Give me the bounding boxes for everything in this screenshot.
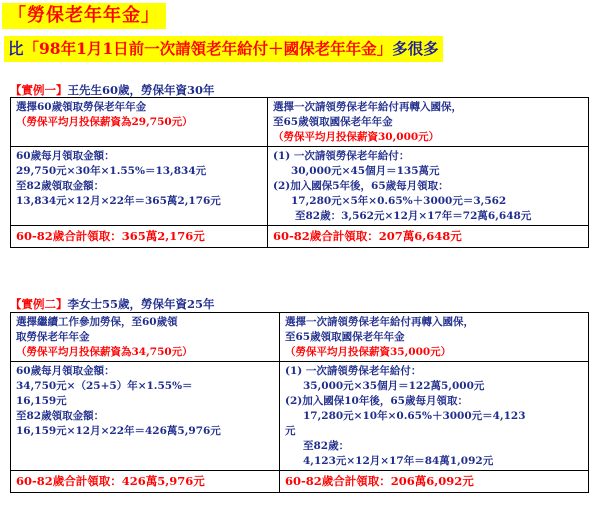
calc-line: 17,280元×10年×0.65%＋3000元＝4,123 bbox=[303, 410, 526, 422]
case-2-table bbox=[10, 312, 589, 493]
case-1-desc: 王先生60歲，勞保年資30年 bbox=[67, 83, 215, 97]
calc-line: (2)加入國保10年後，65歲每月領取： bbox=[285, 395, 468, 407]
case-1-right-body bbox=[268, 147, 589, 226]
calc-line: 29,750元×30年×1.55%＝13,834元 bbox=[16, 165, 207, 177]
calc-line: 至82歲領取金額： bbox=[16, 180, 105, 192]
calc-line: 16,159元×12月×22年＝426萬5,976元 bbox=[16, 425, 221, 437]
case-1-right-total: 60-82歲合計領取：207萬6,648元 bbox=[268, 226, 589, 248]
calc-line: 16,159元 bbox=[16, 395, 67, 407]
calc-line: (2)加入國保5年後，65歲每月領取： bbox=[273, 180, 449, 192]
calc-line: 13,834元×12月×22年＝365萬2,176元 bbox=[16, 195, 221, 207]
case-2-right-head-line: 選擇一次請領勞保老年給付再轉入國保， bbox=[285, 316, 474, 328]
calc-line: 至82歲： bbox=[303, 440, 350, 452]
case-1-right-note: （勞保平均月投保薪資30,000元） bbox=[273, 131, 440, 143]
calc-line: 60歲每月領取金額： bbox=[16, 365, 115, 377]
calc-line: 60歲每月領取金額： bbox=[16, 150, 115, 162]
table-row bbox=[11, 471, 589, 493]
case-1-label bbox=[10, 82, 215, 98]
case-1-right-header bbox=[268, 98, 589, 147]
case-2-left-note: （勞保平均月投保薪資為34,750元） bbox=[16, 346, 193, 358]
calc-line: (1) 一次請領勞保老年給付： bbox=[285, 365, 422, 377]
table-row bbox=[11, 147, 589, 226]
case-2-desc: 李女士55歲，勞保年資25年 bbox=[67, 297, 215, 311]
calc-line: 元 bbox=[285, 425, 296, 437]
table-row bbox=[11, 98, 589, 147]
case-2-label bbox=[10, 296, 215, 312]
case-2-right-body bbox=[280, 362, 589, 471]
case-2-left-total: 60-82歲合計領取：426萬5,976元 bbox=[11, 471, 280, 493]
table-row bbox=[11, 313, 589, 362]
calc-line: 34,750元×（25+5）年×1.55%＝ bbox=[16, 380, 193, 392]
case-1-right-head-line: 至65歲領取國保老年年金 bbox=[273, 116, 393, 128]
calc-line: 35,000元×35個月＝122萬5,000元 bbox=[303, 380, 485, 392]
calc-line: (1) 一次請領勞保老年給付： bbox=[273, 150, 410, 162]
case-1-left-total: 60-82歲合計領取：365萬2,176元 bbox=[11, 226, 268, 248]
case-2-left-head-line: 取勞保老年年金 bbox=[16, 331, 90, 343]
calc-line: 至82歲領取金額： bbox=[16, 410, 105, 422]
table-row bbox=[11, 362, 589, 471]
page-title: 「勞保老年年金」 bbox=[2, 3, 166, 29]
subtitle-prefix: 比 bbox=[8, 39, 24, 58]
case-2-tag: 【實例二】 bbox=[10, 297, 68, 311]
case-1-left-note: （勞保平均月投保薪資為29,750元） bbox=[16, 116, 193, 128]
case-1-tag: 【實例一】 bbox=[10, 83, 68, 97]
case-2-left-body bbox=[11, 362, 280, 471]
case-2-right-head-line: 至65歲領取國保老年年金 bbox=[285, 331, 405, 343]
calc-line: 30,000元×45個月＝135萬元 bbox=[291, 165, 440, 177]
calc-line: 至82歲：3,562元×12月×17年＝72萬6,648元 bbox=[295, 210, 532, 222]
case-2-right-header bbox=[280, 313, 589, 362]
case-1-left-head-line: 選擇60歲領取勞保老年年金 bbox=[16, 101, 147, 113]
calc-line: 4,123元×12月×17年＝84萬1,092元 bbox=[303, 455, 494, 467]
case-2-right-total: 60-82歲合計領取：206萬6,092元 bbox=[280, 471, 589, 493]
case-1-table bbox=[10, 97, 589, 248]
case-1-left-header bbox=[11, 98, 268, 147]
case-2-left-header bbox=[11, 313, 280, 362]
case-1-right-head-line: 選擇一次請領勞保老年給付再轉入國保， bbox=[273, 101, 462, 113]
case-2-left-head-line: 選擇繼續工作參加勞保，至60歲領 bbox=[16, 316, 178, 328]
calc-line: 17,280元×5年×0.65%＋3000元＝3,562 bbox=[291, 195, 507, 207]
page-subtitle bbox=[4, 36, 443, 62]
table-row bbox=[11, 226, 589, 248]
case-1-left-body bbox=[11, 147, 268, 226]
case-2-right-note: （勞保平均月投保薪資35,000元） bbox=[285, 346, 452, 358]
subtitle-highlight: 「98年1月1日前一次請領老年給付＋國保老年年金」 bbox=[23, 39, 393, 58]
subtitle-suffix: 多很多 bbox=[392, 39, 439, 58]
